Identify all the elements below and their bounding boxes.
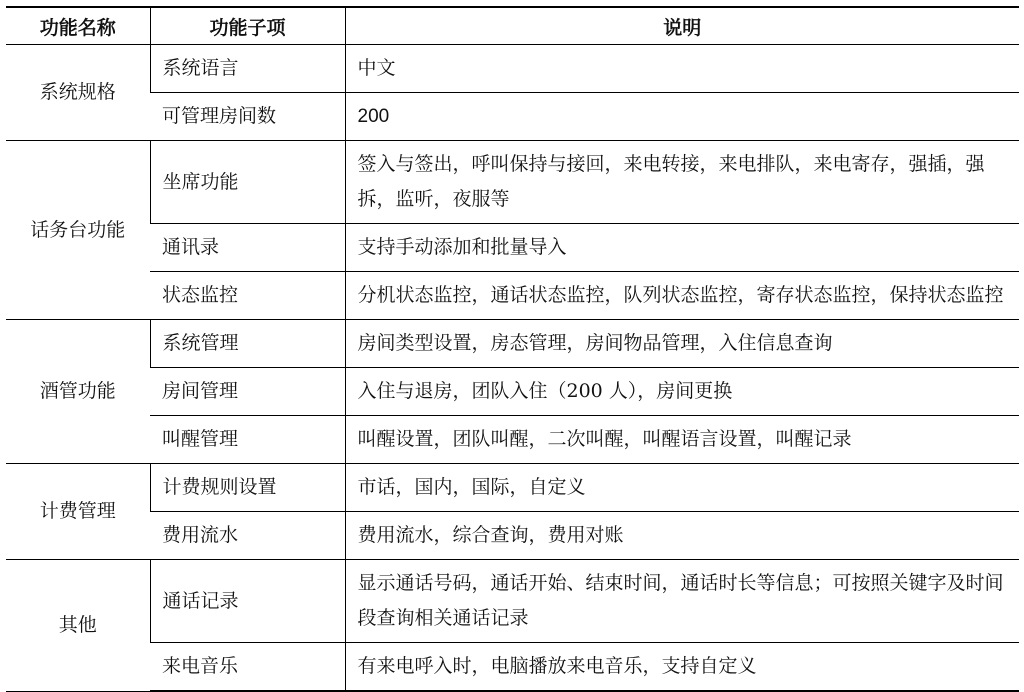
subitem-cell: 可管理房间数 xyxy=(150,93,345,141)
table-row xyxy=(6,224,1019,272)
description-cell: 显示通话号码，通话开始、结束时间，通话时长等信息；可按照关键字及时间段查询相关通话记录 xyxy=(345,560,1019,643)
table-row xyxy=(6,464,1019,512)
header-feature-subitem: 功能子项 xyxy=(150,7,345,45)
table-row xyxy=(6,560,1019,643)
table-row xyxy=(6,141,1019,224)
description-cell: 200 xyxy=(345,93,1019,141)
table-row xyxy=(6,320,1019,368)
table-row xyxy=(6,512,1019,560)
category-cell: 酒管功能 xyxy=(6,320,150,464)
subitem-cell: 通讯录 xyxy=(150,224,345,272)
subitem-cell: 通话记录 xyxy=(150,560,345,643)
description-cell: 房间类型设置，房态管理，房间物品管理，入住信息查询 xyxy=(345,320,1019,368)
subitem-cell: 来电音乐 xyxy=(150,643,345,692)
description-cell: 叫醒设置，团队叫醒，二次叫醒，叫醒语言设置，叫醒记录 xyxy=(345,416,1019,464)
description-cell: 费用流水，综合查询，费用对账 xyxy=(345,512,1019,560)
subitem-cell: 系统管理 xyxy=(150,320,345,368)
description-cell: 有来电呼入时，电脑播放来电音乐，支持自定义 xyxy=(345,643,1019,692)
subitem-cell: 系统语言 xyxy=(150,45,345,93)
category-cell: 其他 xyxy=(6,560,150,692)
subitem-cell: 费用流水 xyxy=(150,512,345,560)
category-cell: 计费管理 xyxy=(6,464,150,560)
description-cell: 入住与退房，团队入住（200 人），房间更换 xyxy=(345,368,1019,416)
table-row xyxy=(6,416,1019,464)
table-header-row xyxy=(6,7,1019,45)
header-description: 说明 xyxy=(345,7,1019,45)
subitem-cell: 叫醒管理 xyxy=(150,416,345,464)
subitem-cell: 坐席功能 xyxy=(150,141,345,224)
description-cell: 分机状态监控，通话状态监控，队列状态监控，寄存状态监控，保持状态监控 xyxy=(345,272,1019,320)
table-row xyxy=(6,93,1019,141)
category-cell: 系统规格 xyxy=(6,45,150,141)
description-cell: 市话，国内，国际，自定义 xyxy=(345,464,1019,512)
table-row xyxy=(6,643,1019,692)
description-cell: 中文 xyxy=(345,45,1019,93)
category-cell: 话务台功能 xyxy=(6,141,150,320)
table-row xyxy=(6,368,1019,416)
description-cell: 支持手动添加和批量导入 xyxy=(345,224,1019,272)
table-row xyxy=(6,45,1019,93)
subitem-cell: 状态监控 xyxy=(150,272,345,320)
subitem-cell: 房间管理 xyxy=(150,368,345,416)
subitem-cell: 计费规则设置 xyxy=(150,464,345,512)
header-feature-name: 功能名称 xyxy=(6,7,150,45)
feature-table xyxy=(6,6,1019,692)
description-cell: 签入与签出，呼叫保持与接回，来电转接，来电排队，来电寄存，强插，强拆，监听，夜服等 xyxy=(345,141,1019,224)
table-row xyxy=(6,272,1019,320)
